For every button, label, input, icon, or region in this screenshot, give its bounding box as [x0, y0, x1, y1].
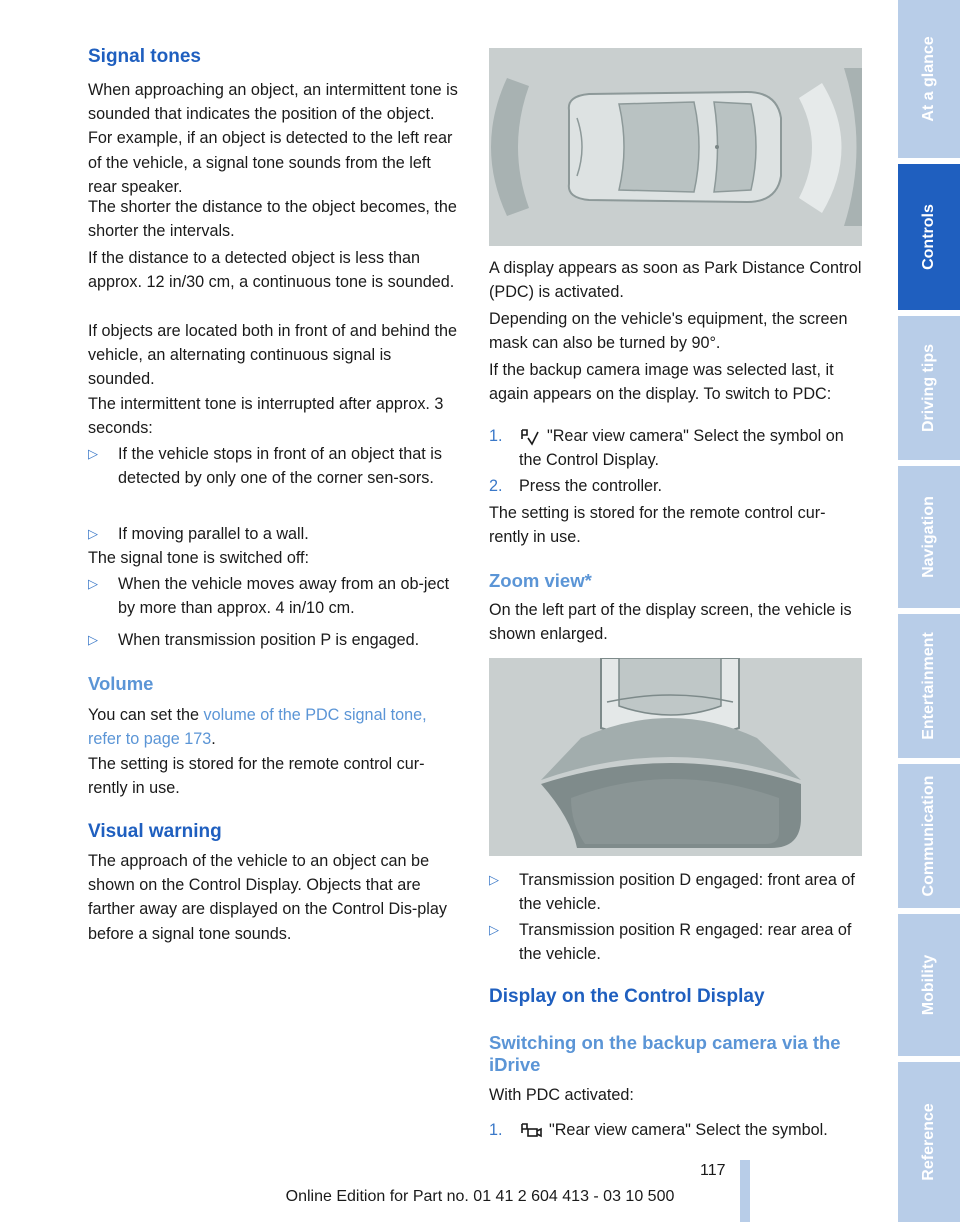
tab-communication[interactable]: Communication [898, 764, 960, 908]
step-item: 2. Press the controller. [489, 477, 663, 495]
list-item: ▷ Transmission position R engaged: rear area of the vehicle. [489, 918, 862, 966]
zoom-view-illustration [489, 658, 862, 856]
page-number: 117 [700, 1162, 726, 1179]
tab-reference[interactable]: Reference [898, 1062, 960, 1222]
triangle-bullet-icon: ▷ [88, 632, 98, 647]
car-top-view-illustration [489, 48, 862, 246]
paragraph: With PDC activated: [489, 1086, 634, 1104]
heading-volume: Volume [88, 673, 154, 694]
heading-visual-warning: Visual warning [88, 821, 222, 842]
footer-text: Online Edition for Part no. 01 41 2 604 413 - 03 10 500 [285, 1188, 675, 1205]
list-item: ▷ When the vehicle moves away from an ob‐ject by more than approx. 4 in/10 cm. [88, 572, 462, 620]
tab-entertainment[interactable]: Entertainment [898, 614, 960, 758]
heading-switching-backup-camera: Switching on the backup camera via the iDrive [489, 1032, 841, 1075]
paragraph: A display appears as soon as Park Distance Control (PDC) is activated. [489, 259, 862, 302]
paragraph: The signal tone is switched off: [88, 549, 310, 567]
paragraph: If the backup camera image was selected last, it again appears on the display. To switch to PDC: [489, 361, 834, 404]
paragraph: The setting is stored for the remote control cur‐rently in use. [88, 755, 425, 798]
list-item: ▷ Transmission position D engaged: front area of the vehicle. [489, 868, 862, 916]
triangle-bullet-icon: ▷ [489, 922, 499, 937]
paragraph: The setting is stored for the remote control cur‐rently in use. [489, 504, 826, 547]
rear-view-camera-icon [519, 1122, 543, 1140]
paragraph-volume: You can set the volume of the PDC signal tone, refer to page 173. [88, 706, 427, 749]
heading-display-control: Display on the Control Display [489, 986, 765, 1007]
paragraph: The intermittent tone is interrupted after approx. 3 seconds: [88, 395, 444, 438]
paragraph: If objects are located both in front of and behind the vehicle, an alternating continuous signal is sounded. [88, 322, 457, 389]
triangle-bullet-icon: ▷ [88, 576, 98, 591]
triangle-bullet-icon: ▷ [88, 446, 98, 461]
tab-driving-tips[interactable]: Driving tips [898, 316, 960, 460]
paragraph: If the distance to a detected object is less than approx. 12 in/30 cm, a continuous tone is sounded. [88, 249, 455, 292]
triangle-bullet-icon: ▷ [489, 872, 499, 887]
heading-signal-tones: Signal tones [88, 46, 201, 67]
tab-at-a-glance[interactable]: At a glance [898, 0, 960, 158]
list-item: ▷ If moving parallel to a wall. [88, 522, 462, 546]
zoom-view-figure [489, 658, 862, 856]
heading-zoom-view: Zoom view* [489, 570, 592, 591]
step-item: 1. "Rear view camera" Select the symbol on the Control Display. [489, 427, 844, 470]
triangle-bullet-icon: ▷ [88, 526, 98, 541]
tab-mobility[interactable]: Mobility [898, 914, 960, 1056]
paragraph: On the left part of the display screen, the vehicle is shown enlarged. [489, 601, 852, 644]
step-item: 1. "Rear view camera" Select the symbol. [489, 1121, 828, 1139]
paragraph: The shorter the distance to the object becomes, the shorter the intervals. [88, 198, 457, 241]
paragraph: The approach of the vehicle to an object can be shown on the Control Display. Objects that are farther away are displayed on the Control Dis‐play before a signal tone sounds. [88, 852, 448, 943]
section-sidebar [898, 0, 960, 1222]
list-item: ▷ If the vehicle stops in front of an object that is detected by only one of the corner sen‐sors. [88, 442, 462, 490]
paragraph: When approaching an object, an intermittent tone is sounded that indicates the position of the object. For example, if an object is detected to the left rear of the vehicle, a signal tone sounds from the left rear speaker. [88, 81, 458, 196]
tab-navigation[interactable]: Navigation [898, 466, 960, 608]
paragraph: Depending on the vehicle's equipment, the screen mask can also be turned by 90°. [489, 310, 848, 353]
page-reference-link[interactable]: volume of the PDC signal tone, refer to page 173 [88, 706, 427, 749]
tab-controls[interactable]: Controls [898, 164, 960, 310]
list-item: ▷ When transmission position P is engaged. [88, 628, 462, 652]
pdc-symbol-icon [519, 428, 541, 446]
pdc-top-view-figure [489, 48, 862, 246]
